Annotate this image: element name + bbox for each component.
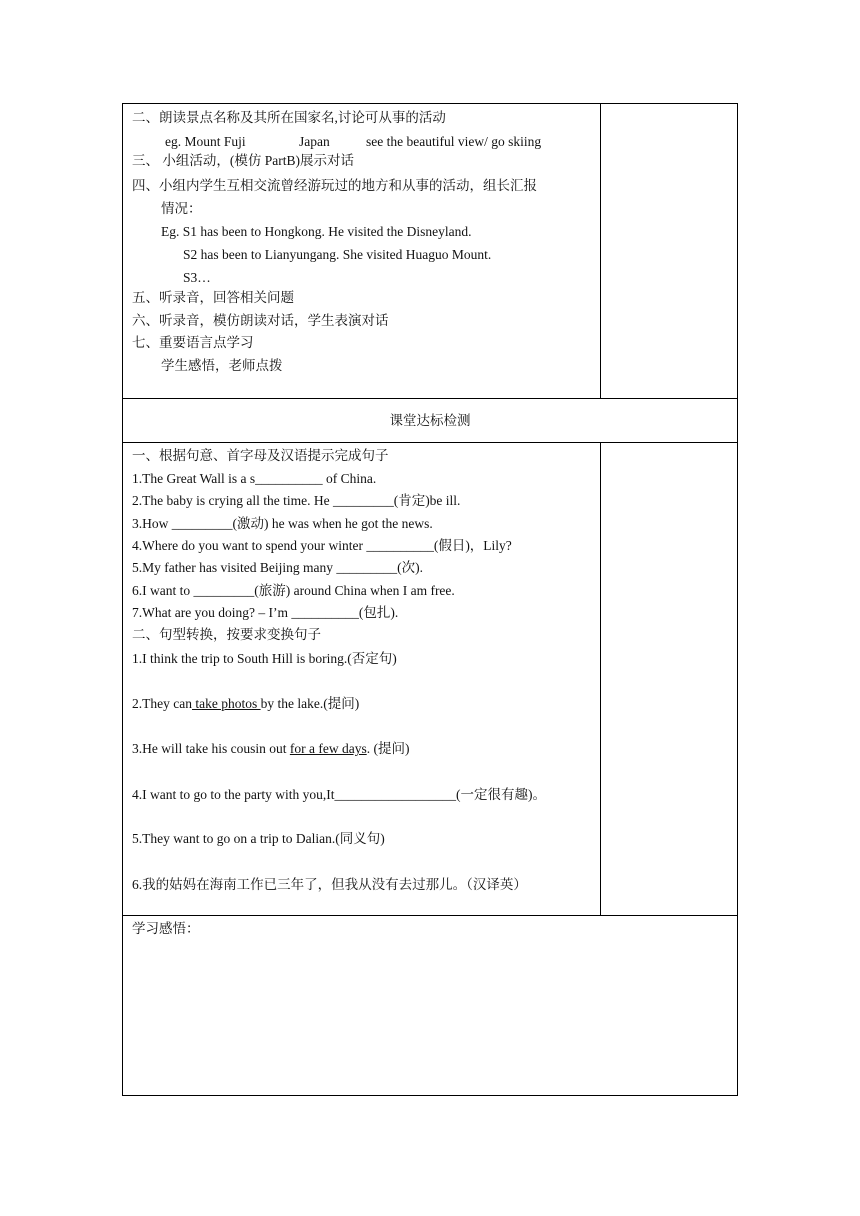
activity-line: 三、 小组活动，(模仿 PartB)展示对话	[132, 153, 354, 168]
example-line: S3…	[183, 270, 211, 285]
exercise-item: 5.My father has visited Beijing many _________(次).	[132, 560, 423, 575]
exercise-item: 4.Where do you want to spend your winter __________(假日)，Lily?	[132, 538, 512, 553]
row-divider	[123, 398, 737, 399]
example-country: Japan	[299, 134, 330, 149]
transform-text: by the lake.(提问)	[260, 696, 360, 711]
column-divider	[600, 104, 601, 398]
example-line: S2 has been to Lianyungang. She visited Huaguo Mount.	[183, 247, 492, 262]
transform-item: 1.I think the trip to South Hill is boring.(否定句)	[132, 651, 397, 666]
exercise-item: 3.How _________(激动) he was when he got the news.	[132, 516, 433, 531]
example-activity: see the beautiful view/ go skiing	[366, 134, 542, 149]
lesson-table	[122, 103, 738, 1096]
reflection-label: 学习感悟：	[132, 921, 200, 936]
column-divider	[600, 442, 601, 915]
exercise-item: 1.The Great Wall is a s__________ of China.	[132, 471, 377, 486]
underlined-phrase: for a few days	[289, 741, 367, 756]
activity-line: 情况：	[161, 201, 202, 216]
row-divider	[123, 915, 737, 916]
activity-line: 四、小组内学生互相交流曾经游玩过的地方和从事的活动，组长汇报	[132, 178, 537, 193]
section-title: 课堂达标检测	[389, 413, 471, 428]
exercise-item: 6.I want to _________(旅游) around China when I am free.	[132, 583, 455, 598]
exercise-heading: 一、根据句意、首字母及汉语提示完成句子	[132, 448, 389, 463]
transform-text: 3.He will take his cousin out	[132, 741, 290, 756]
exercise-item: 7.What are you doing? – I’m __________(包扎).	[132, 605, 399, 620]
transform-item	[132, 740, 409, 758]
activity-line: 五、听录音，回答相关问题	[132, 290, 294, 305]
transform-text: 2.They can	[132, 696, 192, 711]
transform-item: 6.我的姑妈在海南工作已三年了，但我从没有去过那儿。（汉译英）	[132, 877, 527, 892]
activity-line: 六、听录音，模仿朗读对话，学生表演对话	[132, 313, 389, 328]
transform-item: 5.They want to go on a trip to Dalian.(同义句)	[132, 831, 385, 846]
activity-line: 学生感悟，老师点拨	[161, 358, 283, 373]
example-line: Eg. S1 has been to Hongkong. He visited the Disneyland.	[161, 224, 472, 239]
transform-item: 4.I want to go to the party with you,It__________________(一定很有趣)。	[132, 787, 546, 802]
transform-item	[132, 695, 359, 713]
activity-line: 二、朗读景点名称及其所在国家名,讨论可从事的活动	[132, 110, 446, 125]
transform-text: . (提问)	[366, 741, 410, 756]
activity-line: 七、重要语言点学习	[132, 335, 254, 350]
exercise-heading: 二、句型转换，按要求变换句子	[132, 627, 321, 642]
row-divider	[123, 442, 737, 443]
example-place: eg. Mount Fuji	[165, 134, 246, 149]
exercise-item: 2.The baby is crying all the time. He _________(肯定)be ill.	[132, 493, 461, 508]
underlined-phrase: take photos	[191, 696, 261, 711]
